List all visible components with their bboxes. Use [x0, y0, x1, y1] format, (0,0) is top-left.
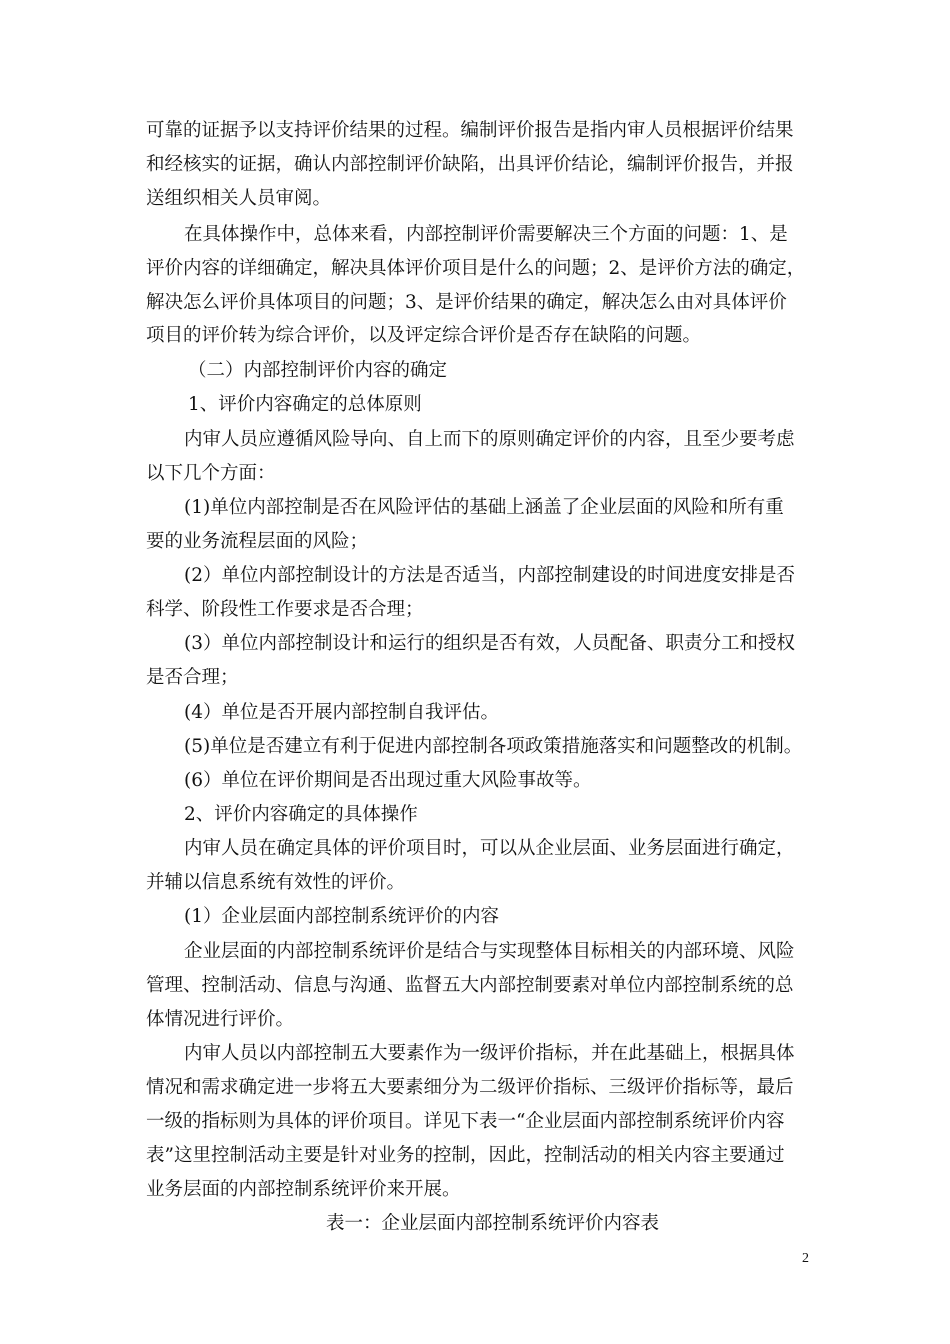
text-line: 业务层面的内部控制系统评价来开展。 [146, 1179, 461, 1200]
text-line: 内审人员以内部控制五大要素作为一级评价指标，并在此基础上，根据具体 [184, 1043, 795, 1064]
text-line: 在具体操作中，总体来看，内部控制评价需要解决三个方面的问题：1、是 [184, 224, 788, 245]
text-line: 送组织相关人员审阅。 [146, 188, 332, 209]
text-line: 以下几个方面： [146, 463, 276, 484]
subsection-heading: 2、评价内容确定的具体操作 [184, 804, 418, 825]
list-item: (1）企业层面内部控制系统评价的内容 [184, 906, 499, 927]
text-line: 和经核实的证据，确认内部控制评价缺陷，出具评价结论，编制评价报告，并报 [146, 154, 794, 175]
page-number: 2 [802, 1251, 809, 1266]
text-line: 表”这里控制活动主要是针对业务的控制，因此，控制活动的相关内容主要通过 [146, 1145, 785, 1166]
text-line: 体情况进行评价。 [146, 1009, 295, 1030]
text-line: 情况和需求确定进一步将五大要素细分为二级评价指标、三级评价指标等，最后 [146, 1077, 794, 1098]
list-item: (5)单位是否建立有利于促进内部控制各项政策措施落实和问题整改的机制。 [184, 736, 803, 757]
section-heading: （二）内部控制评价内容的确定 [188, 360, 448, 381]
text-line: 内审人员应遵循风险导向、自上而下的原则确定评价的内容，且至少要考虑 [184, 429, 795, 450]
text-line: 项目的评价转为综合评价，以及评定综合评价是否存在缺陷的问题。 [146, 325, 702, 346]
text-line: 科学、阶段性工作要求是否合理； [146, 599, 424, 620]
text-line: 要的业务流程层面的风险； [146, 531, 369, 552]
list-item: (2）单位内部控制设计的方法是否适当，内部控制建设的时间进度安排是否 [184, 565, 795, 586]
text-line: 并辅以信息系统有效性的评价。 [146, 872, 406, 893]
list-item: (4）单位是否开展内部控制自我评估。 [184, 702, 499, 723]
text-line: 是否合理； [146, 667, 239, 688]
text-line: 可靠的证据予以支持评价结果的过程。编制评价报告是指内审人员根据评价结果 [146, 120, 794, 141]
text-line: 一级的指标则为具体的评价项目。详见下表一“企业层面内部控制系统评价内容 [146, 1111, 785, 1132]
text-line: 解决怎么评价具体项目的问题；3、是评价结果的确定，解决怎么由对具体评价 [146, 292, 787, 313]
text-line: 企业层面的内部控制系统评价是结合与实现整体目标相关的内部环境、风险 [184, 941, 795, 962]
subsection-heading: 1、评价内容确定的总体原则 [188, 394, 422, 415]
text-line: 管理、控制活动、信息与沟通、监督五大内部控制要素对单位内部控制系统的总 [146, 975, 794, 996]
table-caption: 表一：企业层面内部控制系统评价内容表 [326, 1213, 660, 1234]
list-item: (1)单位内部控制是否在风险评估的基础上涵盖了企业层面的风险和所有重 [184, 497, 784, 518]
text-line: 内审人员在确定具体的评价项目时，可以从企业层面、业务层面进行确定， [184, 838, 795, 859]
list-item: (3）单位内部控制设计和运行的组织是否有效，人员配备、职责分工和授权 [184, 633, 795, 654]
text-line: 评价内容的详细确定，解决具体评价项目是什么的问题；2、是评价方法的确定， [146, 258, 806, 279]
list-item: (6）单位在评价期间是否出现过重大风险事故等。 [184, 770, 592, 791]
